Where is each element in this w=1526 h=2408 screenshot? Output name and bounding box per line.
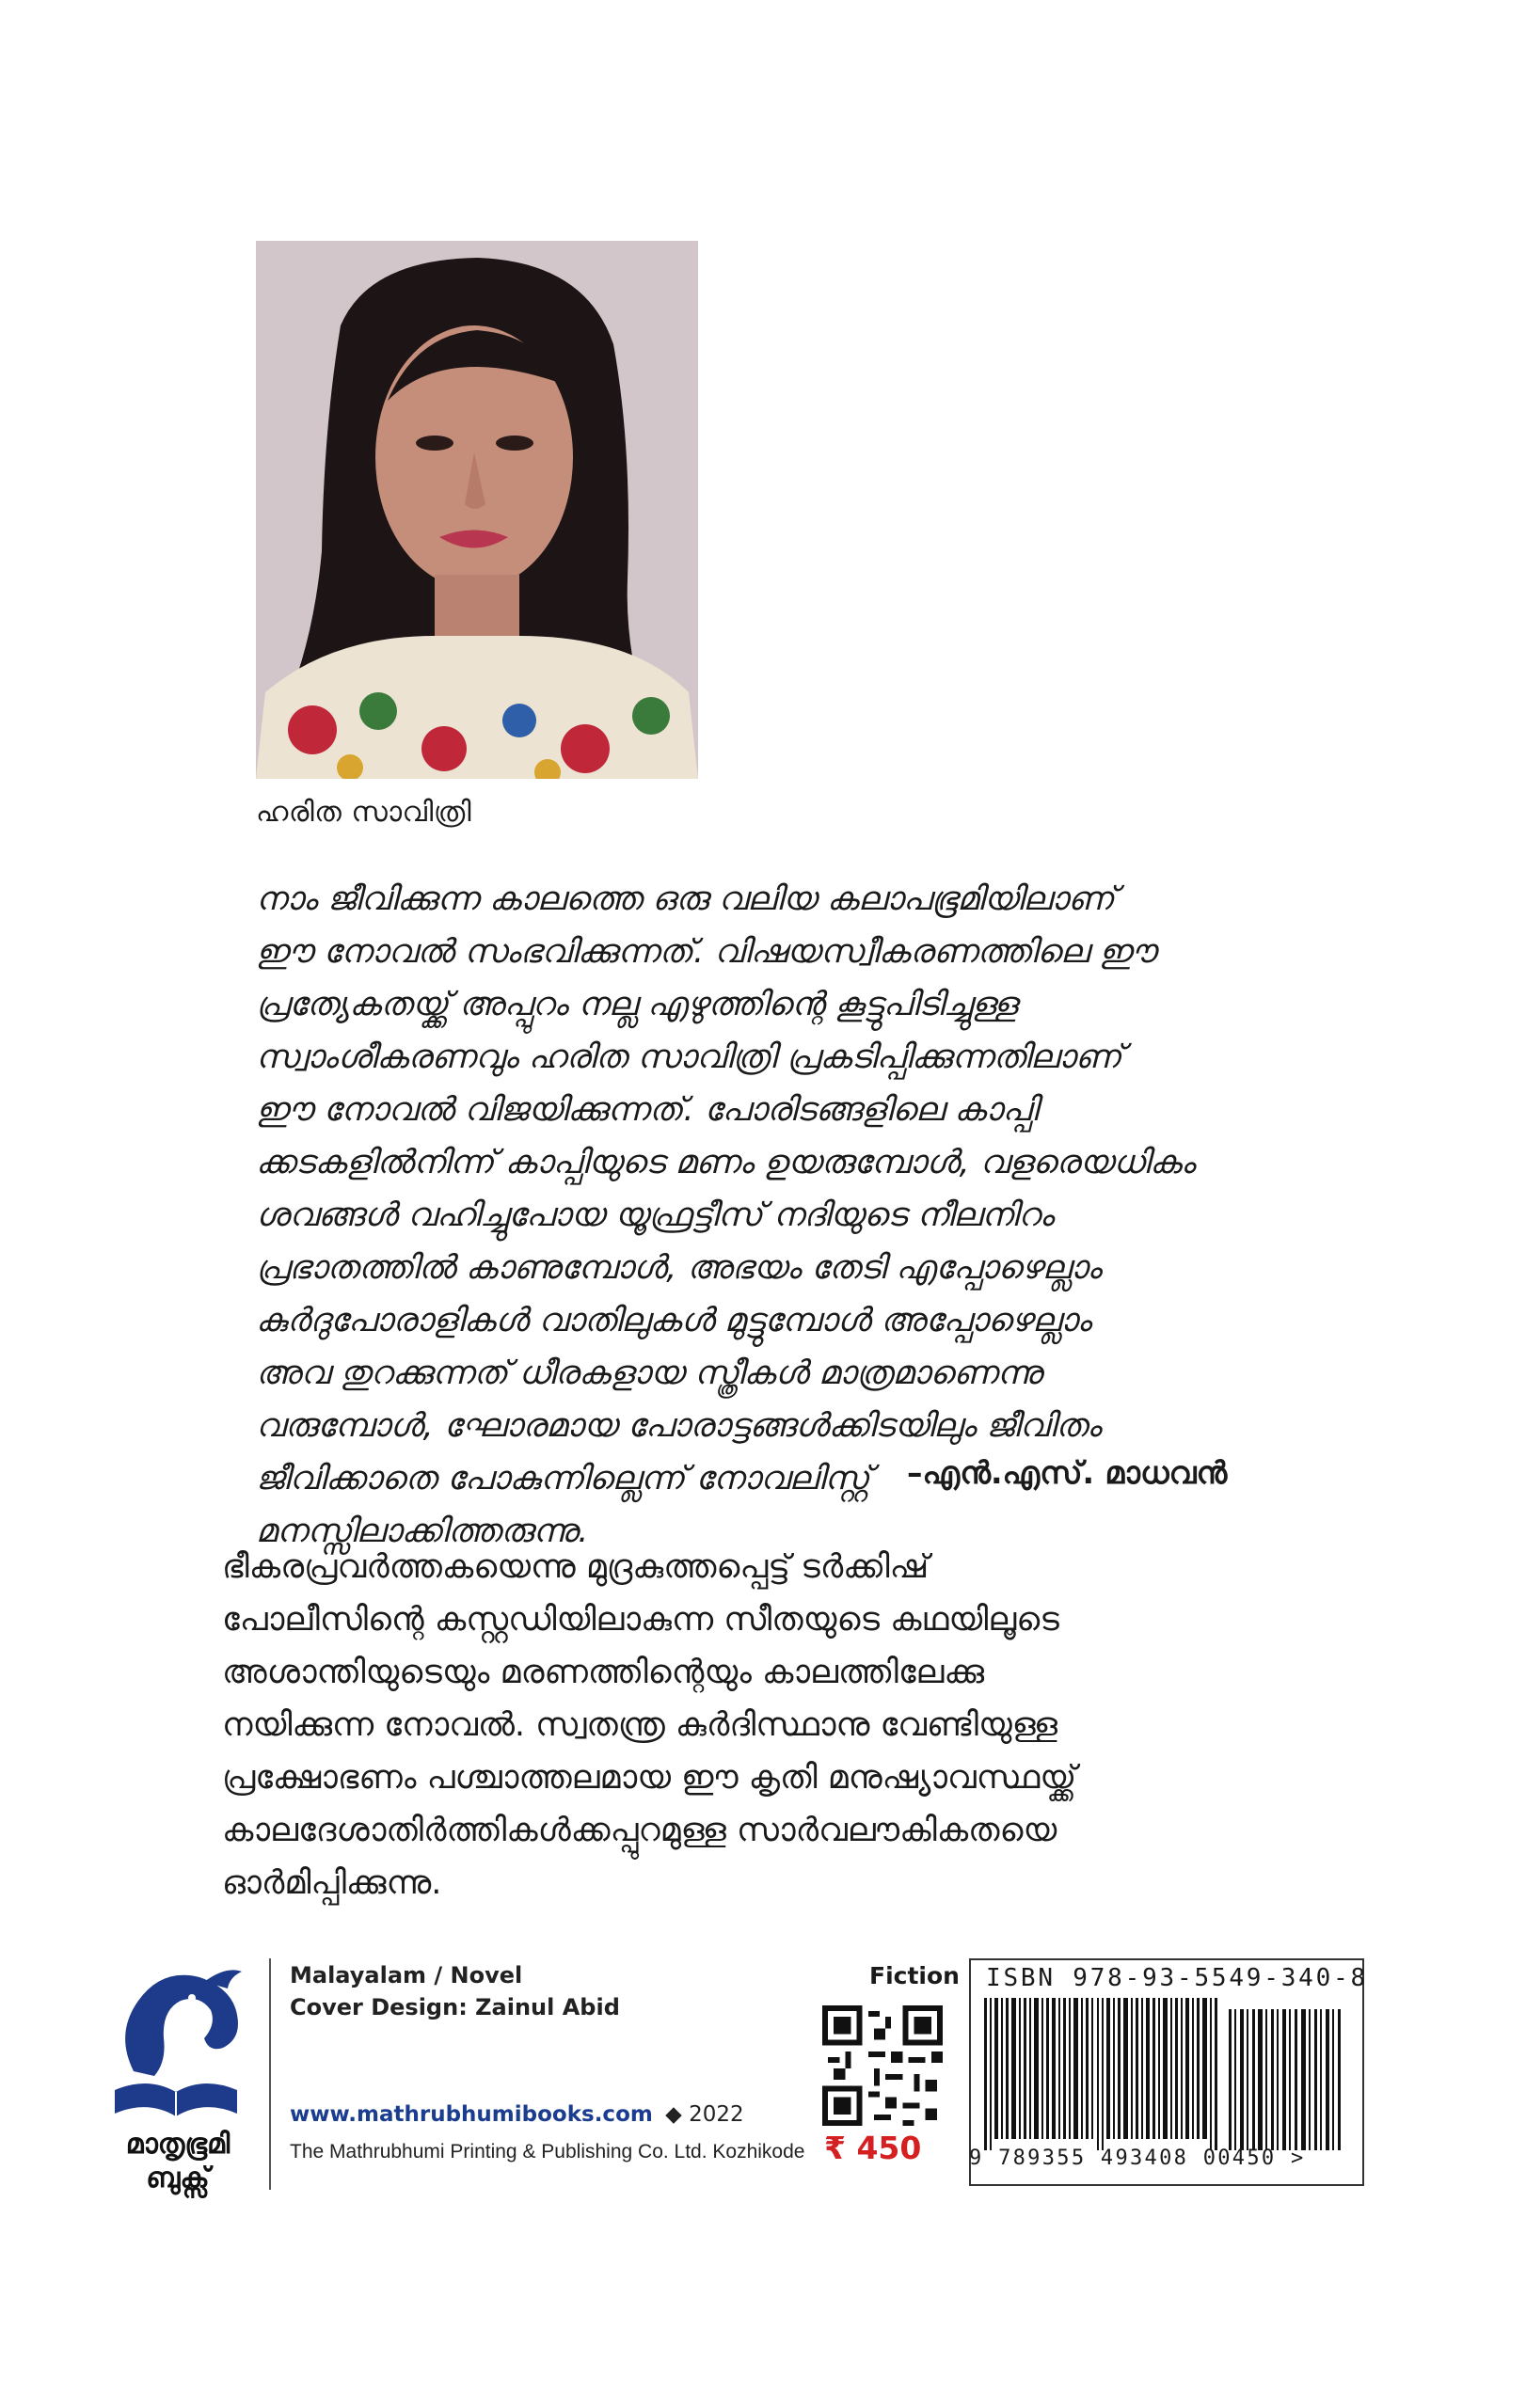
isbn-barcode-icon <box>984 1998 1223 2150</box>
publisher-name: The Mathrubhumi Printing & Publishing Co. Ltd. Kozhikode <box>290 2141 805 2162</box>
cover-design-credit: Cover Design: Zainul Abid <box>290 1994 620 2020</box>
review-quote: നാം ജീവിക്കുന്ന കാലത്തെ ഒരു വലിയ കലാപഭൂമിയിലാണ് ഈ നോവൽ സംഭവിക്കുന്നത്. വിഷയസ്വീകരണത്തിലെ ഈ പ്രത്യേകതയ്ക്ക് അപ്പുറം നല്ല എഴുത്തിന്റെ കൂട്ടുപിടിച്ചുള്ള സ്വാംശീകരണവും ഹരിത സാവിത്രി പ്രകടിപ്പിക്കുന്നതിലാണ് ഈ നോവൽ വിജയിക്കുന്നത്. പോരിടങ്ങളിലെ കാപ്പി ക്കടകളിൽനിന്ന് കാപ്പിയുടെ മണം ഉയരുമ്പോൾ, വളരെയധികം ശവങ്ങൾ വഹിച്ചുപോയ യൂഫ്രട്ടീസ് നദിയുടെ നീലനിറം പ്രഭാതത്തിൽ കാണുമ്പോൾ, അഭയം തേടി എപ്പോഴെല്ലാം കുർദുപോരാളികൾ വാതിലുകൾ മുട്ടുമ്പോൾ അപ്പോഴെല്ലാം അവ തുറക്കുന്നത് ധീരകളായ സ്ത്രീകൾ മാത്രമാണെന്നു വരുമ്പോൾ, ഘോരമായ പോരാട്ടങ്ങൾക്കിടയിലും ജീവിതം ജീവിക്കാതെ പോകുന്നില്ലെന്ന് നോവലിസ്റ്റ് മനസ്സിലാക്കിത്തരുന്നു. <box>256 880 1196 1550</box>
logo-line-1: മാതൃഭൂമി <box>125 2128 230 2161</box>
publisher-logo-text <box>107 2128 248 2195</box>
qr-code-icon <box>822 2005 943 2126</box>
logo-line-2: ബുക്സ് <box>146 2162 210 2194</box>
book-synopsis: ഭീകരപ്രവർത്തകയെന്നു മുദ്രകുത്തപ്പെട്ട് ടർക്കിഷ് പോലീസിന്റെ കസ്റ്റഡിയിലാകുന്ന സീതയുടെ കഥയിലൂടെ അശാന്തിയുടെയും മരണത്തിന്റെയും കാലത്തിലേക്കു നയിക്കുന്ന നോവൽ. സ്വതന്ത്ര കുർദിസ്ഥാനു വേണ്ടിയുള്ള പ്രക്ഷോഭണം പശ്ചാത്തലമായ ഈ കൃതി മനുഷ്യാവസ്ഥയ്ക്ക് കാലദേശാതിർത്തികൾക്കപ്പുറമുള്ള സാർവലൗകികതയെ ഓർമിപ്പിക്കുന്നു. <box>222 1548 1077 1902</box>
price: ₹ 450 <box>824 2130 922 2166</box>
review-attribution: –എൻ.എസ്. മാധവൻ <box>907 1454 1228 1491</box>
barcode-digits: 9 789355 493408 00450 > <box>969 2147 1306 2170</box>
author-caption: ഹരിത സാവിത്രി <box>256 796 472 829</box>
category-label: Fiction <box>869 1962 960 1989</box>
genre-label: Malayalam / Novel <box>290 1962 523 1988</box>
isbn-number: ISBN 978-93-5549-340-8 <box>986 1964 1368 1992</box>
price-barcode-icon <box>1229 2009 1345 2150</box>
publisher-logo-elephant-icon <box>105 1958 246 2133</box>
website-url[interactable]: www.mathrubhumibooks.com <box>290 2102 653 2127</box>
footer-divider <box>269 1958 271 2190</box>
website-line <box>290 2102 744 2127</box>
publication-year: ◆ 2022 <box>665 2102 744 2127</box>
author-photo <box>256 241 698 779</box>
